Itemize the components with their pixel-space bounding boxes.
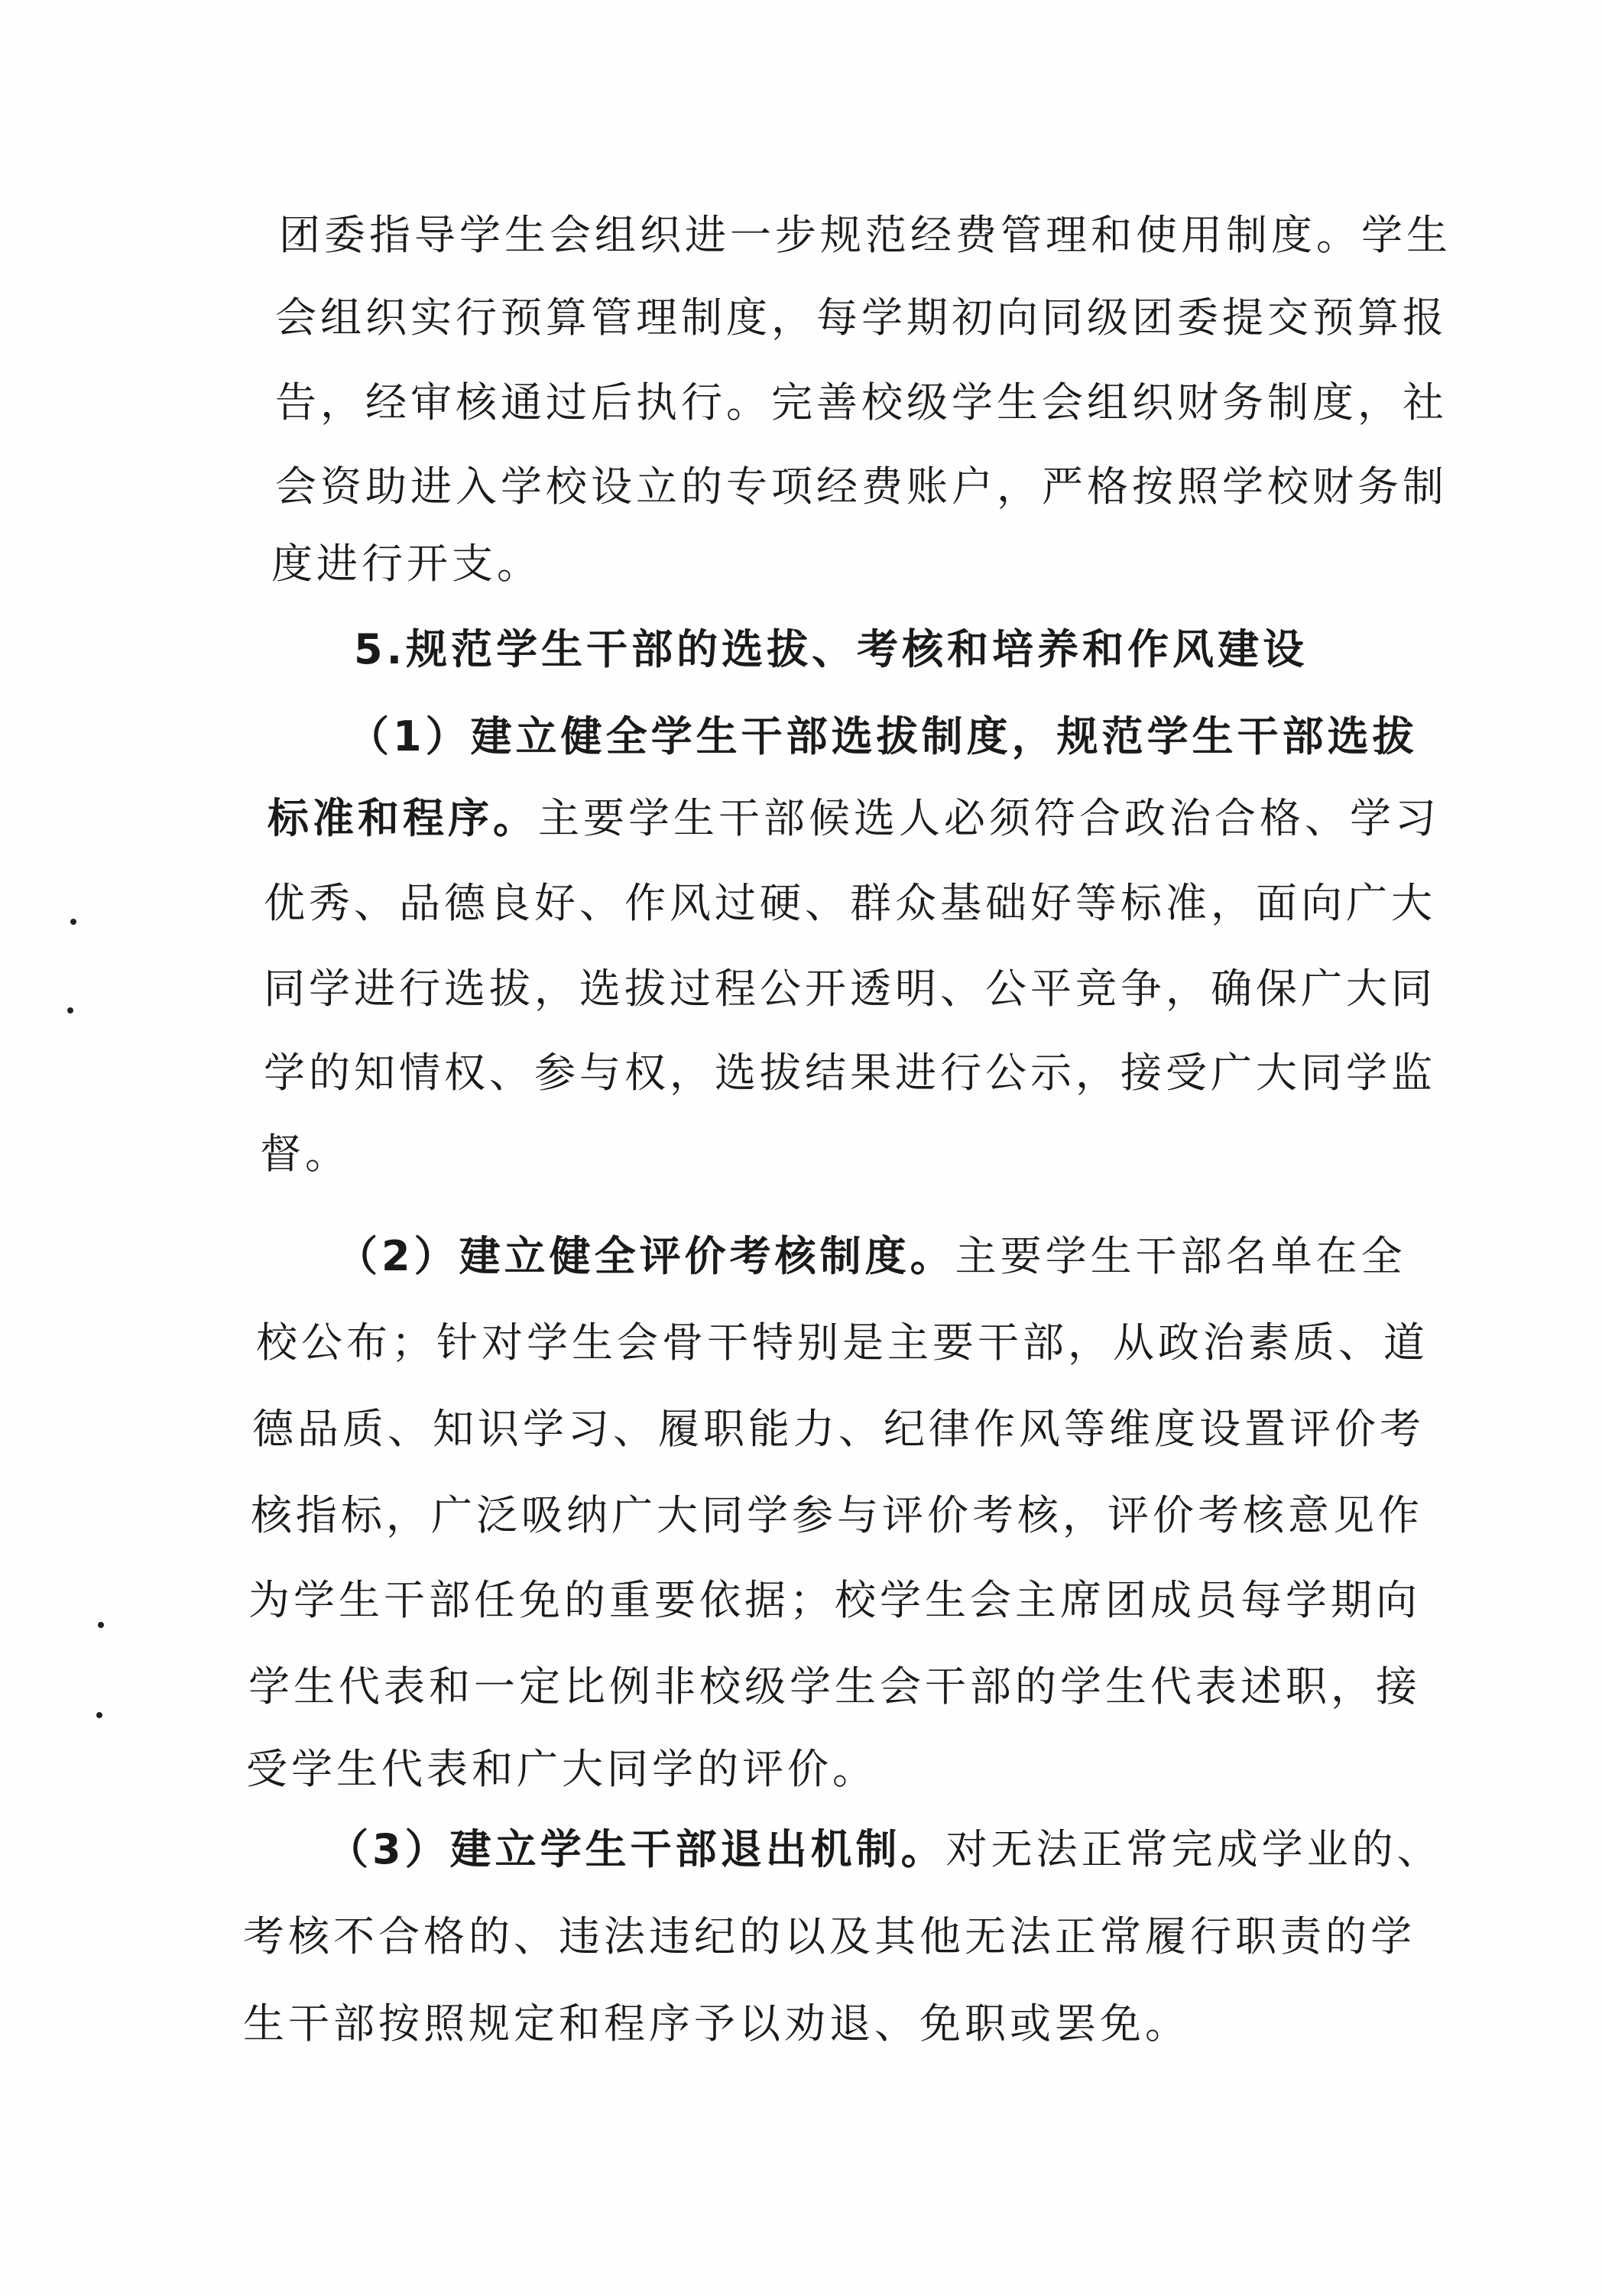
paragraph-line: 为学生干部任免的重要依据；校学生会主席团成员每学期向 bbox=[248, 1576, 1421, 1624]
paragraph-line: 督。 bbox=[260, 1130, 350, 1178]
paragraph-line: 优秀、品德良好、作风过硬、群众基础好等标准，面向广大 bbox=[264, 879, 1436, 927]
paragraph-line: 学生代表和一定比例非校级学生会干部的学生代表述职，接 bbox=[248, 1662, 1421, 1711]
paragraph-line: 团委指导学生会组织进一步规范经费管理和使用制度。学生 bbox=[279, 211, 1451, 259]
paragraph-line: 会资助进入学校设立的专项经费账户，严格按照学校财务制 bbox=[275, 462, 1448, 511]
paragraph-line: 考核不合格的、违法违纪的以及其他无法正常履行职责的学 bbox=[243, 1912, 1416, 1960]
paragraph-line: 学的知情权、参与权，选拔结果进行公示，接受广大同学监 bbox=[264, 1049, 1436, 1097]
paragraph-line: 受学生代表和广大同学的评价。 bbox=[246, 1745, 877, 1793]
paragraph-line bbox=[336, 1232, 1406, 1281]
paragraph-line: 会组织实行预算管理制度，每学期初向同级团委提交预算报 bbox=[275, 293, 1448, 342]
item-heading: （3）建立学生干部退出机制。 bbox=[327, 1825, 946, 1873]
paragraph-text: 主要学生干部候选人必须符合政治合格、学习 bbox=[538, 794, 1440, 842]
paragraph-line: 同学进行选拔，选拔过程公开透明、公平竞争，确保广大同 bbox=[264, 965, 1436, 1013]
paragraph-line: 核指标，广泛吸纳广大同学参与评价考核，评价考核意见作 bbox=[251, 1491, 1423, 1539]
paragraph-text: 主要学生干部名单在全 bbox=[955, 1232, 1406, 1280]
paragraph-text: 对无法正常完成学业的、 bbox=[945, 1825, 1442, 1873]
paragraph-line: 告，经审核通过后执行。完善校级学生会组织财务制度，社 bbox=[275, 378, 1448, 426]
scan-mark bbox=[96, 1712, 102, 1718]
item-heading-tail: 标准和程序。 bbox=[268, 794, 538, 842]
paragraph-line: 德品质、知识学习、履职能力、纪律作风等维度设置评价考 bbox=[252, 1405, 1425, 1453]
paragraph-line bbox=[327, 1825, 1442, 1874]
item-heading: （2）建立健全评价考核制度。 bbox=[336, 1232, 955, 1280]
section-heading: 5.规范学生干部的选拔、考核和培养和作风建设 bbox=[354, 625, 1309, 673]
scan-mark bbox=[67, 1007, 73, 1013]
paragraph-line: 校公布；针对学生会骨干特别是主要干部，从政治素质、道 bbox=[256, 1318, 1429, 1367]
paragraph-line: 生干部按照规定和程序予以劝退、免职或罢免。 bbox=[243, 1999, 1190, 2048]
scan-mark bbox=[70, 919, 76, 925]
paragraph-line: 度进行开支。 bbox=[271, 540, 542, 588]
scan-mark bbox=[98, 1622, 104, 1628]
item-heading-line: （1）建立健全学生干部选拔制度，规范学生干部选拔 bbox=[348, 712, 1418, 760]
paragraph-line bbox=[268, 794, 1440, 843]
